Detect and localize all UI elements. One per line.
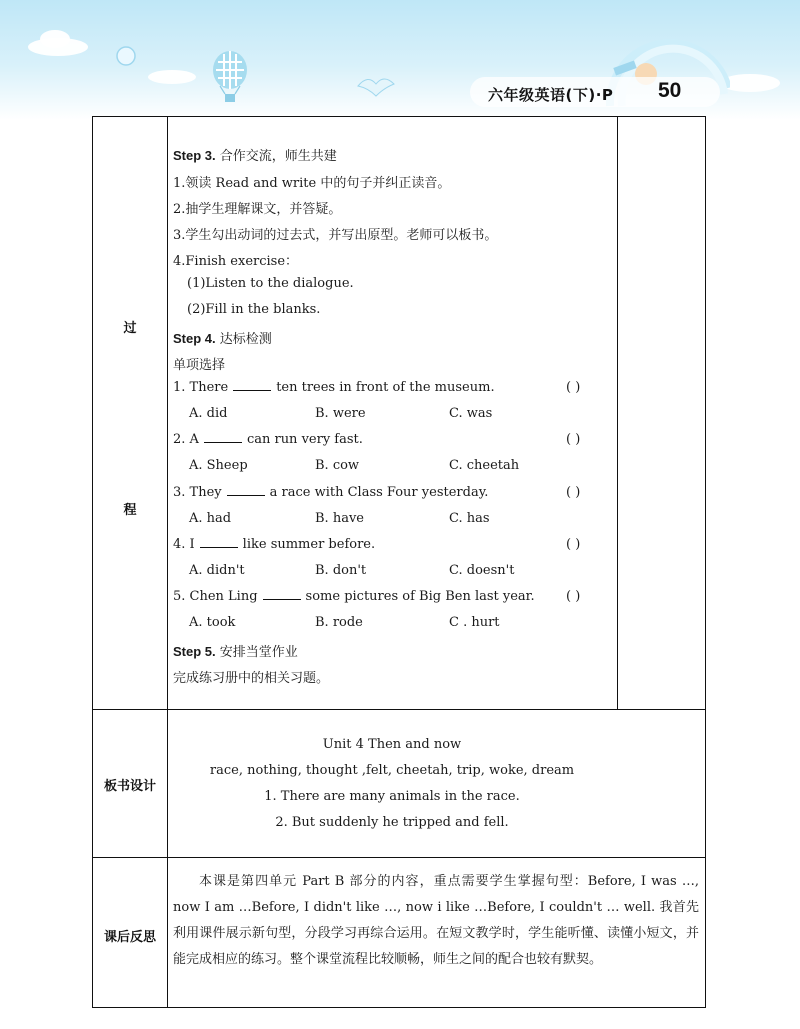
board-sentence-1: 1. There are many animals in the race.: [264, 789, 520, 804]
process-line: 3.学生勾出动词的过去式，并写出原型。老师可以板书。: [173, 228, 498, 243]
homework-text: 完成练习册中的相关习题。: [173, 671, 330, 686]
answer-blank[interactable]: [263, 589, 301, 600]
cloud-icon: [148, 70, 196, 84]
reflection-text: 本课是第四单元 Part B 部分的内容，重点需要学生掌握句型：Before, I was …, now I am …Before, I didn't like …, now i like …Before, I couldn't … well. 我首先利用课件展示新句型，分段学习再综合运用。在短文教学时，学生能听懂、读懂小短文，并能完成相应的练习。整个课堂流程比较顺畅，师生之间的配合也较有默契。: [173, 874, 699, 967]
question-3: 3. They a race with Class Four yesterday.: [173, 485, 489, 500]
answer-paren[interactable]: ( ): [566, 432, 581, 447]
header-banner: [0, 0, 800, 120]
book-title: 六年级英语(下)·P: [488, 86, 614, 104]
answer-paren[interactable]: ( ): [566, 485, 581, 500]
option: B. cow: [315, 458, 360, 473]
lesson-table: [92, 116, 706, 1008]
option: B. don't: [315, 563, 367, 578]
process-line: (1)Listen to the dialogue.: [187, 276, 354, 291]
answer-blank[interactable]: [204, 432, 242, 443]
board-unit-title: Unit 4 Then and now: [322, 737, 462, 752]
option: A. Sheep: [189, 458, 248, 473]
process-line: 4.Finish exercise：: [173, 254, 299, 269]
option: C . hurt: [449, 615, 500, 630]
row-divider: [93, 709, 705, 710]
quiz-title: 单项选择: [173, 358, 226, 373]
sun-icon: [114, 44, 138, 68]
step3-line: [173, 145, 337, 164]
question-2: 2. A can run very fast.: [173, 432, 363, 447]
option: C. doesn't: [449, 563, 515, 578]
column-divider: [617, 117, 618, 709]
option: B. were: [315, 406, 366, 421]
answer-blank[interactable]: [200, 537, 238, 548]
question-4: 4. I like summer before.: [173, 537, 376, 552]
answer-paren[interactable]: ( ): [566, 589, 581, 604]
question-1: 1. There ten trees in front of the museum.: [173, 380, 495, 395]
bird-icon: [356, 72, 396, 100]
process-line: 1.领读 Read and write 中的句子并纠正读音。: [173, 176, 451, 191]
hot-air-balloon-icon: [208, 50, 252, 106]
board-vocabulary: race, nothing, thought ,felt, cheetah, trip, woke, dream: [209, 763, 575, 778]
page-number: 50: [658, 79, 682, 102]
option: A. had: [189, 511, 232, 526]
cloud-icon: [40, 30, 70, 48]
option: A. did: [189, 406, 228, 421]
option: B. have: [315, 511, 364, 526]
step3-text: 合作交流，师生共建: [219, 149, 337, 164]
option: C. has: [449, 511, 490, 526]
process-line: 2.抽学生理解课文，并答疑。: [173, 202, 342, 217]
option: C. cheetah: [449, 458, 520, 473]
answer-paren[interactable]: ( ): [566, 537, 581, 552]
process-line: (2)Fill in the blanks.: [187, 302, 321, 317]
row-divider: [93, 857, 705, 858]
answer-paren[interactable]: ( ): [566, 380, 581, 395]
answer-blank[interactable]: [227, 485, 265, 496]
option: C. was: [449, 406, 493, 421]
step4-title: Step 4.: [173, 331, 216, 346]
step5-title: Step 5.: [173, 644, 216, 659]
step5-text: 安排当堂作业: [219, 645, 298, 660]
step4-line: [173, 328, 272, 347]
reflection-label: 课后反思: [103, 930, 156, 945]
step5-line: [173, 641, 298, 660]
step3-title: Step 3.: [173, 148, 216, 163]
option: A. didn't: [189, 563, 245, 578]
process-label-1: 过: [123, 321, 137, 336]
column-divider: [167, 117, 168, 1007]
board-sentence-2: 2. But suddenly he tripped and fell.: [275, 815, 509, 830]
option: B. rode: [315, 615, 363, 630]
process-label-2: 程: [123, 503, 137, 518]
step4-text: 达标检测: [219, 332, 272, 347]
option: A. took: [189, 615, 236, 630]
question-5: 5. Chen Ling some pictures of Big Ben last year.: [173, 589, 535, 604]
board-design-label: 板书设计: [103, 779, 156, 794]
answer-blank[interactable]: [233, 380, 271, 391]
